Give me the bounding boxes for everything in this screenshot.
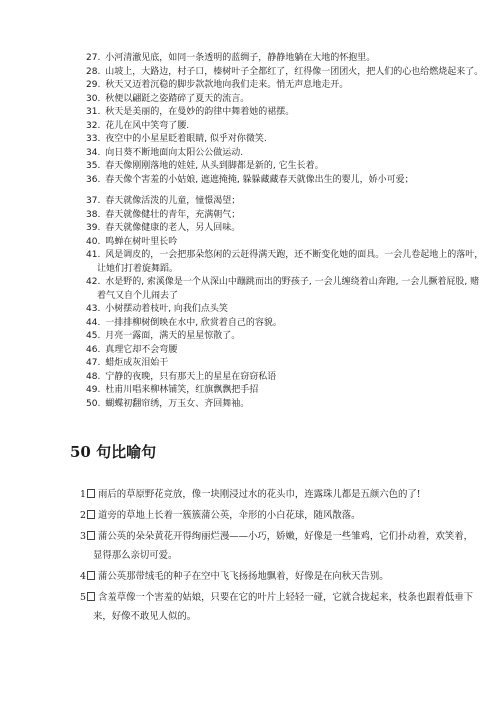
item-number: 40. xyxy=(86,236,101,247)
item-text: 真理它却不会弯腰 xyxy=(102,344,178,355)
item-number: 34. xyxy=(86,147,101,158)
list-item xyxy=(86,398,486,412)
item-text: 风是调皮的，一会把那朵悠闲的云赶得满天跑，还不断变化她的面具。一会儿卷起地上的落叶，让她们打着旋舞蹈。 xyxy=(97,250,484,274)
item-text: 春天就像活泼的儿童，憧憬渴望； xyxy=(102,196,241,206)
list-item xyxy=(86,330,486,344)
list-spacer xyxy=(86,187,486,195)
list-item xyxy=(86,160,486,174)
item-text: 月亮一露面，满天的星星惊散了。 xyxy=(102,331,241,341)
metaphor-list xyxy=(80,485,480,628)
list-item xyxy=(86,222,486,236)
list-item xyxy=(86,276,486,303)
item-number: 50. xyxy=(86,398,101,409)
simile-list xyxy=(86,52,486,411)
item-number: 45. xyxy=(86,331,101,341)
item-text: 蝴蝶初翻帘绣，万玉女、齐回舞袖。 xyxy=(102,398,250,409)
item-number: 3 xyxy=(80,531,86,542)
item-number: 35. xyxy=(86,161,101,171)
missing-glyph-icon xyxy=(87,592,95,601)
item-text: 蒲公英的朵朵黄花开得绚丽烂漫——小巧，娇嫩，好像是一些雏鸡，它们扑动着，欢笑着，显得那么亲切可爱。 xyxy=(93,531,473,561)
item-text: 夜空中的小星星眨着眼睛, 似乎对你微笑. xyxy=(102,134,267,144)
item-text: 宁静的夜晚，只有那天上的星星在窃窃私语 xyxy=(102,371,277,382)
item-text: 山坡上，大路边，村子口，榛树叶子全都红了，红得像一团团火，把人们的心也给燃烧起来了。 xyxy=(102,66,484,77)
item-number: 46. xyxy=(86,344,101,355)
item-number: 43. xyxy=(86,304,101,314)
list-item xyxy=(86,317,486,331)
list-item xyxy=(86,133,486,147)
item-number: 33. xyxy=(86,134,101,144)
item-text: 小河清澈见底，如同一条透明的蓝绸子，静静地躺在大地的怀抱里。 xyxy=(102,53,376,63)
missing-glyph-icon xyxy=(87,489,95,498)
item-number: 32. xyxy=(86,120,101,131)
item-number: 36. xyxy=(86,174,101,185)
item-number: 2 xyxy=(80,510,86,521)
list-item xyxy=(86,195,486,209)
item-text: 水是野的, 索溪像是一个从深山中蹦跳而出的野孩子, 一会儿缠绕着山奔跑, 一会儿撅着屁股, 赌着气又自个儿闹去了 xyxy=(97,277,480,301)
list-item xyxy=(86,249,486,276)
item-number: 41. xyxy=(86,250,101,260)
list-item xyxy=(86,209,486,223)
missing-glyph-icon xyxy=(87,531,95,540)
list-item xyxy=(80,567,480,586)
item-text: 道旁的草地上长着一簇簇蒲公英，伞形的小白花球，随风散落。 xyxy=(97,510,361,521)
item-number: 37. xyxy=(86,196,101,206)
item-text: 雨后的草原野花竞放，像一块刚浸过水的花头巾，连露珠儿都是五颜六色的了! xyxy=(97,489,421,500)
item-number: 44. xyxy=(86,317,101,328)
item-number: 30. xyxy=(86,93,101,104)
item-text: 小树摆动着枝叶, 向我们点头笑 xyxy=(102,304,228,314)
list-item xyxy=(80,588,480,626)
section-heading: 50 句比喻句 xyxy=(70,443,157,461)
list-item xyxy=(86,384,486,398)
item-text: 鸣蝉在树叶里长吟 xyxy=(102,236,178,247)
item-number: 42. xyxy=(86,277,101,287)
item-text: 春天就像健壮的青年，充满朝气； xyxy=(102,209,241,220)
list-item xyxy=(86,371,486,385)
item-text: 花儿在风中笑弯了腰. xyxy=(102,120,190,131)
list-item xyxy=(86,79,486,93)
list-item xyxy=(86,174,486,188)
item-number: 39. xyxy=(86,223,101,233)
item-text: 含羞草像一个害羞的姑娘，只要在它的叶片上轻轻一碰，它就合拢起来，枝条也跟着低垂下来，好像不敢见人似的。 xyxy=(93,592,473,622)
missing-glyph-icon xyxy=(87,571,95,580)
item-number: 49. xyxy=(86,385,101,395)
item-text: 杜甫川唱来柳林铺笑，红旗飘飘把手招 xyxy=(102,385,259,395)
item-text: 蜡炬成灰泪始干 xyxy=(102,358,169,368)
item-number: 1 xyxy=(80,489,86,500)
list-item xyxy=(86,303,486,317)
item-number: 38. xyxy=(86,209,101,220)
list-item xyxy=(86,147,486,161)
list-item xyxy=(86,93,486,107)
item-text: 秋天又迈着沉稳的脚步款款地向我们走来。悄无声息地走开。 xyxy=(102,80,349,90)
list-item xyxy=(86,106,486,120)
missing-glyph-icon xyxy=(87,510,95,519)
item-text: 春天像个害羞的小姑娘, 遮遮掩掩, 躲躲藏藏春天就像出生的婴儿，娇小可爱； xyxy=(102,174,414,185)
list-item xyxy=(86,344,486,358)
item-number: 4 xyxy=(80,571,86,582)
list-item xyxy=(86,236,486,250)
item-text: 春天像刚刚落地的娃娃, 从头到脚都是新的, 它生长着。 xyxy=(102,161,324,171)
list-item xyxy=(86,66,486,80)
list-item xyxy=(86,357,486,371)
item-text: 春天就像健康的老人，另人回味。 xyxy=(102,223,241,233)
list-item xyxy=(86,120,486,134)
item-number: 27. xyxy=(86,53,101,63)
list-item xyxy=(80,506,480,525)
list-item xyxy=(80,527,480,565)
item-number: 31. xyxy=(86,107,101,117)
item-number: 5 xyxy=(80,592,86,603)
item-number: 28. xyxy=(86,66,101,77)
item-text: 一排排柳树倒映在水中, 欣赏着自己的容貌。 xyxy=(102,317,282,328)
item-text: 向日葵不断地面向太阳公公做运动. xyxy=(102,147,244,158)
item-number: 47. xyxy=(86,358,101,368)
item-number: 29. xyxy=(86,80,101,90)
item-text: 秋便以翩跹之姿踏碎了夏天的流言。 xyxy=(102,93,250,104)
list-item xyxy=(80,485,480,504)
item-text: 蒲公英那带绒毛的种子在空中飞飞扬扬地飘着，好像是在向秋天告别。 xyxy=(97,571,389,582)
item-text: 秋天是美丽的，在曼妙的韵律中舞着她的裙摆。 xyxy=(102,107,295,117)
list-item xyxy=(86,52,486,66)
item-number: 48. xyxy=(86,371,101,382)
